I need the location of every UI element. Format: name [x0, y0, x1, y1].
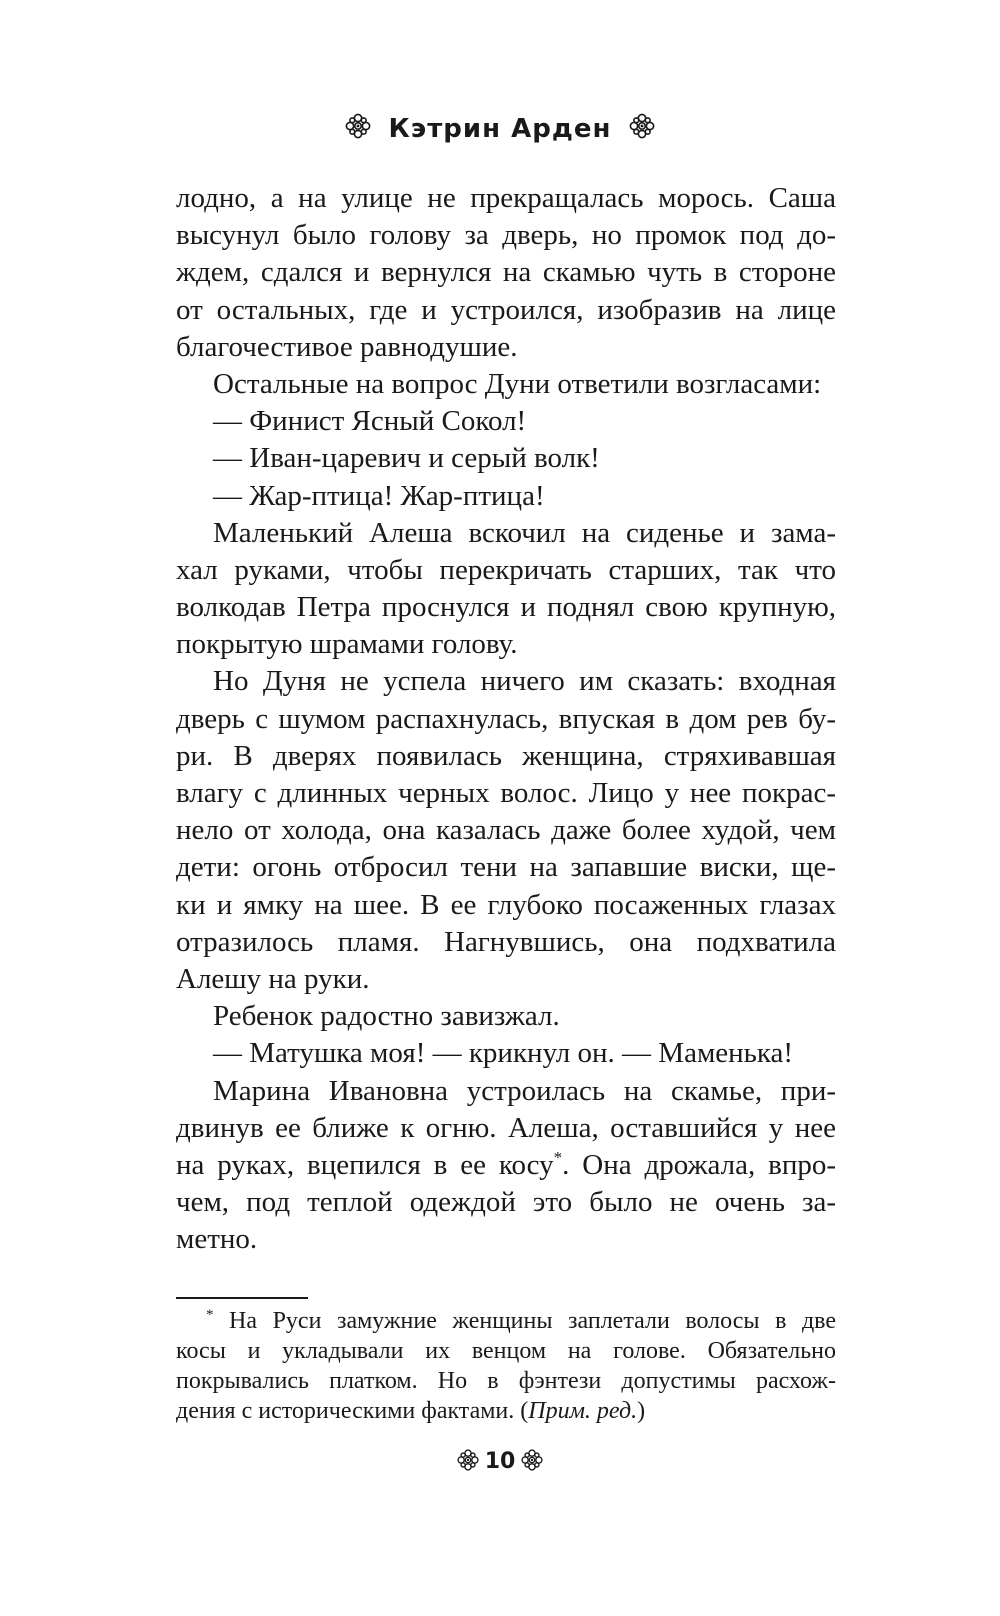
- footnote: [176, 1306, 836, 1426]
- text-line: отразилось пламя. Нагнувшись, она подхватила: [176, 925, 836, 958]
- page-number-footer: [0, 1445, 1000, 1479]
- footnote-text: ): [637, 1398, 646, 1424]
- body-text: [176, 180, 836, 1258]
- floral-ornament-icon: [520, 1448, 544, 1472]
- text-line: покрытую шрамами голову.: [176, 628, 518, 661]
- floral-ornament-icon: [344, 112, 372, 140]
- dialogue-line: — Матушка моя! — крикнул он. — Маменька!: [213, 1037, 794, 1070]
- editor-note: Прим. ред.: [528, 1398, 638, 1424]
- text-line: ри. В дверях появилась женщина, стряхивавшая: [176, 739, 836, 772]
- text-line: влагу с длинных черных волос. Лицо у нее покрас-: [176, 777, 836, 809]
- text-line: Маленький Алеша вскочил на сиденье и зама-: [213, 516, 836, 549]
- text-fragment: . Она дрожала, впро-: [562, 1148, 836, 1181]
- floral-ornament-icon: [628, 112, 656, 140]
- text-line: ки и ямку на шее. В ее глубоко посаженных глазах: [176, 888, 836, 921]
- text-line: Марина Ивановна устроилась на скамье, при-: [213, 1074, 836, 1107]
- footnote-divider: [176, 1297, 308, 1299]
- text-line: двинув ее ближе к огню. Алеша, оставшийся у нее: [176, 1111, 836, 1144]
- running-header: [0, 108, 1000, 149]
- footnote-mark: *: [206, 1307, 214, 1323]
- footnote-reference[interactable]: *: [553, 1147, 563, 1167]
- footnote-line: [176, 1306, 836, 1336]
- dialogue-line: — Финист Ясный Сокол!: [213, 405, 527, 438]
- text-line: Ребенок радостно завизжал.: [213, 1000, 560, 1033]
- text-line: нело от холода, она казалась даже более худой, чем: [176, 814, 836, 847]
- footnote-line: покрывались платком. Но в фэнтези допустимы расхож-: [176, 1368, 836, 1394]
- page-number: 10: [484, 1449, 516, 1474]
- text-line: метно.: [176, 1223, 258, 1256]
- text-line: дети: огонь отбросил тени на запавшие виски, ще-: [176, 851, 836, 884]
- footnote-line: [176, 1396, 836, 1426]
- text-line: волкодав Петра проснулся и поднял свою крупную,: [176, 591, 836, 624]
- text-line: высунул было голову за дверь, но промок под до-: [176, 219, 836, 252]
- author-name: Кэтрин Арден: [388, 113, 612, 144]
- dialogue-line: — Жар-птица! Жар-птица!: [213, 479, 545, 512]
- footnote-line: косы и укладывали их венцом на голове. Обязательно: [176, 1338, 836, 1364]
- text-line-with-note: [176, 1147, 836, 1184]
- text-line: Алешу на руки.: [176, 962, 370, 995]
- text-line: ждем, сдался и вернулся на скамью чуть в стороне: [176, 256, 836, 289]
- text-line: чем, под теплой одеждой это было не очень за-: [176, 1186, 836, 1219]
- text-line: лодно, а на улице не прекращалась морось. Саша: [176, 182, 836, 214]
- text-fragment: на руках, вцепился в ее косу: [176, 1148, 554, 1181]
- footnote-text: На Руси замужние женщины заплетали волосы в две: [229, 1308, 836, 1334]
- footnote-text: дения с историческими фактами. (: [176, 1398, 529, 1424]
- text-line: дверь с шумом распахнулась, впуская в дом рев бу-: [176, 702, 836, 735]
- text-line: благочестивое равнодушие.: [176, 330, 518, 363]
- text-line: Но Дуня не успела ничего им сказать: входная: [213, 665, 836, 698]
- dialogue-line: — Иван-царевич и серый волк!: [213, 442, 600, 475]
- text-line: хал руками, чтобы перекричать старших, так что: [176, 553, 836, 586]
- text-line: Остальные на вопрос Дуни ответили возгласами:: [213, 367, 822, 400]
- floral-ornament-icon: [456, 1448, 480, 1472]
- text-line: от остальных, где и устроился, изобразив на лице: [176, 293, 836, 326]
